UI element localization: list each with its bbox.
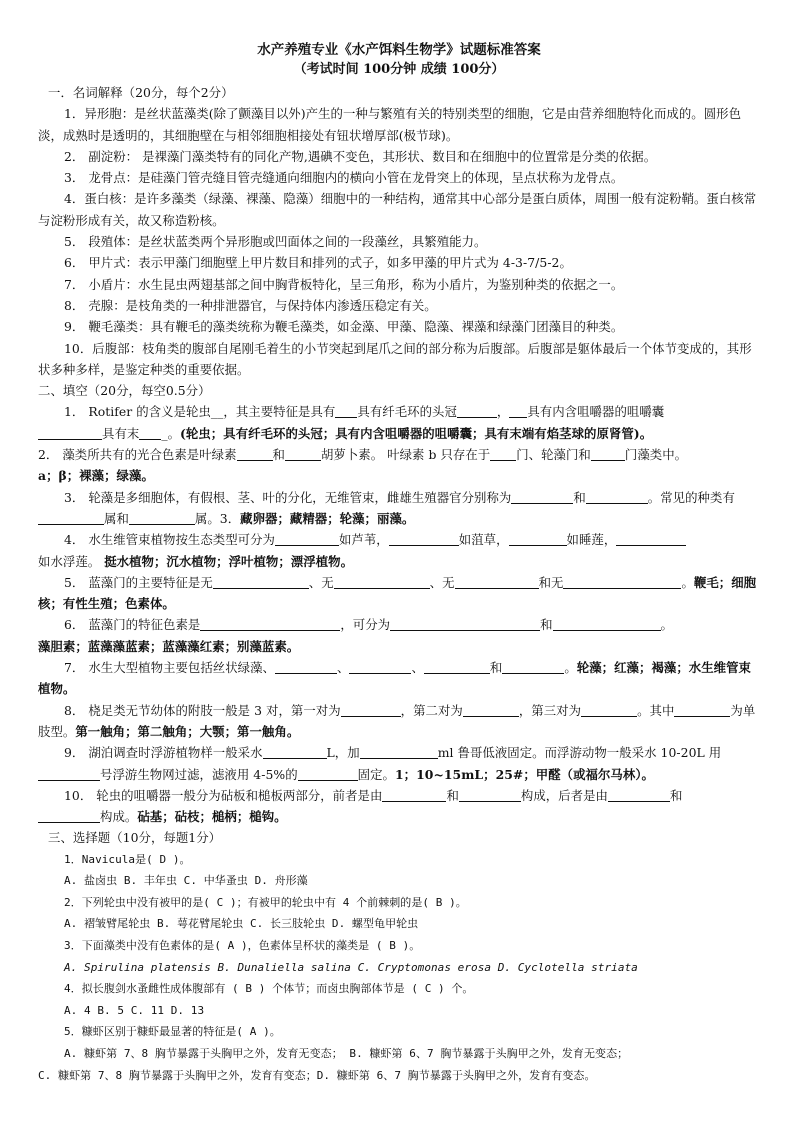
q8-blank: [463, 703, 519, 717]
q8-text-d: 。其中: [637, 702, 675, 718]
q5-blank: [455, 575, 539, 589]
q2-text-c: 胡萝卜素。 叶绿素 b 只存在于: [320, 447, 491, 463]
q2-text-e: 门藻类中。: [624, 447, 688, 463]
page-title: 水产养殖专业《水产饵料生物学》试题标准答案: [257, 42, 541, 58]
q7-blank: [275, 660, 337, 674]
q1-blank: [139, 426, 161, 440]
q3-blank: [586, 490, 648, 504]
q10-text-e: 构成。: [100, 809, 138, 825]
q3-text-b: 和: [573, 489, 586, 505]
q8-answer: 第一触角；第二触角；大颚；第一触角。: [75, 723, 300, 739]
q10-text-c: 构成，后者是由: [520, 787, 608, 803]
fill-question-6: [38, 614, 760, 657]
q6-text-a: 6． 蓝藻门的特征色素是: [64, 617, 201, 633]
q10-blank: [382, 788, 446, 802]
q7-blank: [502, 660, 564, 674]
q10-text-a: 10． 轮虫的咀嚼器一般分为砧板和槌板两部分，前者是由: [64, 787, 383, 803]
q5-text-d: 和无: [538, 574, 564, 590]
q8-blank: [674, 703, 730, 717]
q9-answer: 1；10~15mL；25#；甲醛（或福尔马林）。: [394, 766, 654, 782]
choice-question-5: 5．糠虾区别于糠虾最显著的特征是( A )。: [64, 1025, 281, 1039]
q7-text-e: 。: [564, 660, 577, 676]
q9-blank: [360, 745, 438, 759]
q7-text-c: 、: [411, 660, 424, 676]
q9-text-c: ml 鲁哥低液固定。而浮游动物一般采水 10-20L 用: [437, 745, 722, 761]
definition-6: 6． 甲片式：表示甲藻门细胞壁上甲片数目和排列的式子，如多甲藻的甲片式为 4-3-7/5-2。: [64, 255, 572, 271]
q9-text-e: 固定。: [357, 766, 395, 782]
q1-answer: (轮虫；具有纤毛环的头冠；具有内含咀嚼器的咀嚼囊；具有末端有焰茎球的原肾管)。: [180, 425, 653, 441]
q4-blank: [275, 532, 339, 546]
fill-question-4: [38, 529, 760, 572]
q3-text-d: 属和: [104, 510, 129, 526]
q5-blank: [563, 575, 681, 589]
q5-text-e: 。: [681, 574, 694, 590]
q1-text-c: ，: [496, 404, 510, 420]
q8-text-c: ，第三对为: [518, 702, 582, 718]
q10-blank: [459, 788, 521, 802]
q8-text-a: 8． 桡足类无节幼体的附肢一般是 3 对，第一对为: [64, 702, 341, 718]
q3-blank: [38, 511, 104, 525]
q4-answer: 挺水植物；沉水植物；浮叶植物；漂浮植物。: [104, 553, 354, 569]
q6-blank: [390, 617, 540, 631]
choice-options-2: A. 褶皱臂尾轮虫 B. 萼花臂尾轮虫 C. 长三肢轮虫 D. 螺型龟甲轮虫: [64, 917, 419, 931]
q3-text-a: 3． 轮藻是多细胞体，有假根、茎、叶的分化，无维管束，雌雄生殖器官分别称为: [64, 489, 512, 505]
definition-1: 1．异形胞：是丝状蓝藻类(除了颤藻目以外)产生的一种与繁殖有关的特别类型的细胞，它是由营养细胞特化而成的。圆形色淡，成熟时是透明的，其细胞壁在与相邻细胞相接处有钮状增厚部(极节球)。: [38, 106, 742, 143]
q2-blank: [237, 447, 273, 461]
q2-blank: [591, 447, 625, 461]
q10-answer: 砧基；砧枝；槌柄；槌钩。: [137, 809, 287, 825]
q8-text-b: ，第二对为: [400, 702, 463, 718]
q6-text-d: 。: [660, 617, 673, 633]
q3-blank: [129, 511, 195, 525]
q1-blank: [509, 404, 527, 418]
fill-question-2: [38, 444, 760, 487]
q4-blank: [509, 532, 567, 546]
q7-text-d: 和: [489, 660, 503, 676]
q1-blank: [457, 404, 497, 418]
q7-text-a: 7． 水生大型植物主要包括丝状绿藻、: [64, 660, 275, 676]
q5-blank: [213, 575, 309, 589]
q3-blank: [511, 490, 573, 504]
choice-options-1: A. 盐卤虫 B. 丰年虫 C. 中华蚤虫 D. 舟形藻: [64, 874, 308, 888]
q1-blank: [38, 426, 102, 440]
q1-text-b: 具有纤毛环的头冠: [357, 404, 457, 420]
fill-question-9: [38, 742, 760, 785]
q7-blank: [349, 660, 411, 674]
q1-text-d: 具有内含咀嚼器的咀嚼囊: [527, 404, 665, 420]
definition-10: 10．后腹部：枝角类的腹部自尾刚毛着生的小节突起到尾爪之间的部分称为后腹部。后腹部是躯体最后一个体节变成的，其形状多种多样，是鉴定种类的重要依据。: [38, 340, 752, 377]
q4-text-e: 如水浮莲。: [38, 553, 101, 569]
definition-5: 5． 段殖体：是丝状蓝类两个异形胞或凹面体之间的一段藻丝，具繁殖能力。: [64, 234, 487, 250]
q5-text-a: 5． 蓝藻门的主要特征是无: [64, 574, 213, 590]
q6-answer: 藻胆素；蓝藻藻蓝素；蓝藻藻红素；别藻蓝素。: [38, 638, 300, 654]
q1-text-e: 具有末: [102, 425, 140, 441]
q4-text-b: 如芦苇，: [338, 532, 389, 548]
definition-3: 3． 龙骨点：是硅藻门管壳缝目管壳缝通向细胞内的横向小管在龙骨突上的体现，呈点状称为龙骨点。: [64, 170, 624, 186]
q5-answer: 鞭毛；细胞核；有性生殖；色素体。: [38, 574, 757, 612]
q4-blank: [616, 532, 686, 546]
fill-question-5: [38, 572, 760, 615]
exam-answer-page: [38, 40, 760, 1086]
q9-text-b: L，加: [326, 745, 360, 761]
definition-2: 2． 副淀粉： 是裸藻门藻类特有的同化产物,遇碘不变色，其形状、数目和在细胞中的位置常是分类的依据。: [64, 148, 657, 164]
definition-8: 8． 壳腺：是枝角类的一种排泄器官，与保持体内渗透压稳定有关。: [64, 297, 437, 313]
fill-question-1: [38, 401, 760, 444]
q2-answer: a；β；裸藻；绿藻。: [38, 468, 154, 484]
q2-blank: [285, 447, 321, 461]
q8-text-e: 为单肢型。: [38, 702, 756, 739]
section1-heading: 一．名词解释（20分，每个2分）: [48, 85, 234, 100]
choice-options-5b: C. 糠虾第 7、8 胸节暴露于头胸甲之外，发育有变态；D. 糠虾第 6、7 胸节暴露于头胸甲之外，发育有变态。: [38, 1068, 596, 1082]
choice-question-2: 2．下列轮虫中没有被甲的是( C )；有被甲的轮虫中有 4 个前棘刺的是( B )。: [64, 895, 467, 909]
q1-text-f: _。: [161, 425, 181, 441]
q1-blank: [335, 404, 357, 418]
q7-blank: [424, 660, 490, 674]
q7-answer: 轮藻；红藻；褐藻；水生维管束植物。: [38, 660, 751, 697]
q6-text-c: 和: [540, 617, 553, 633]
choice-options-4: A. 4 B. 5 C. 11 D. 13: [64, 1003, 205, 1017]
q4-text-d: 如睡莲，: [566, 532, 617, 548]
choice-options-5a: A. 糠虾第 7、8 胸节暴露于头胸甲之外，发育无变态； B. 糠虾第 6、7 胸节暴露于头胸甲之外，发育无变态；: [64, 1047, 629, 1061]
fill-question-3: [38, 487, 760, 530]
q1-text-a: 1． Rotifer 的含义是轮虫__，其主要特征是具有: [64, 404, 336, 420]
q8-blank: [581, 703, 637, 717]
definition-4: 4．蛋白核：是许多藻类（绿藻、裸藻、隐藻）细胞中的一种结构，通常其中心部分是蛋白质体，周围一般有淀粉鞘。蛋白核常与淀粉形成有关，故又称造粉核。: [38, 191, 757, 228]
choice-question-3: 3．下面藻类中没有色素体的是( A )，色素体呈杯状的藻类是 ( B )。: [64, 939, 421, 953]
fill-question-7: [38, 657, 760, 700]
q4-blank: [389, 532, 459, 546]
q9-text-d: 号浮游生物网过滤，滤液用 4-5%的: [100, 766, 298, 782]
q9-blank: [298, 767, 358, 781]
q4-text-a: 4． 水生维管束植物按生态类型可分为: [64, 532, 275, 548]
q4-text-c: 如菹草，: [458, 532, 509, 548]
q7-text-b: 、: [336, 660, 350, 676]
fill-question-8: [38, 700, 760, 743]
q5-blank: [334, 575, 430, 589]
q2-text-a: 2． 藻类所共有的光合色素是叶绿素: [38, 447, 237, 463]
definition-7: 7． 小盾片：水生昆虫两翅基部之间中胸背板特化，呈三角形，称为小盾片，为鉴别种类的依据之一。: [64, 276, 624, 292]
q3-text-c: 。常见的种类有: [647, 489, 735, 505]
q9-blank: [263, 745, 327, 759]
choice-options-3: A. Spirulina platensis B. Dunaliella salina C. Cryptomonas erosa D. Cyclotella striata: [64, 960, 638, 974]
q10-text-d: 和: [669, 787, 683, 803]
q3-text-e: 属。3．: [194, 510, 241, 526]
choice-question-1: 1．Navicula是( D )。: [64, 852, 191, 866]
section3-heading: 三、选择题（10分，每题1分）: [48, 830, 222, 846]
section2-heading: 二、填空（20分，每空0.5分）: [38, 383, 211, 399]
q9-text-a: 9． 湖泊调查时浮游植物样一般采水: [64, 745, 263, 761]
q10-blank: [608, 788, 670, 802]
q6-blank: [200, 617, 340, 631]
definition-9: 9． 鞭毛藻类：具有鞭毛的藻类统称为鞭毛藻类，如金藻、甲藻、隐藻、裸藻和绿藻门团藻目的种类。: [64, 319, 624, 335]
q10-blank: [38, 809, 100, 823]
fill-question-10: [38, 785, 760, 828]
q8-blank: [341, 703, 401, 717]
q6-text-b: ，可分为: [340, 617, 391, 633]
q2-text-b: 和: [272, 447, 285, 463]
choice-question-4: 4．拟长腹剑水蚤雌性成体腹部有 ( B ) 个体节；而卤虫胸部体节是 ( C ) 个。: [64, 982, 474, 996]
q5-text-c: 、无: [429, 574, 455, 590]
q10-text-b: 和: [446, 787, 459, 803]
q5-text-b: 、无: [308, 574, 334, 590]
q6-blank: [553, 617, 661, 631]
page-subtitle: （考试时间 100分钟 成绩 100分）: [293, 62, 505, 77]
q9-blank: [38, 767, 100, 781]
q3-answer: 藏卵器；藏精器；轮藻；丽藻。: [240, 510, 415, 526]
q2-text-d: 门、轮藻门和: [516, 447, 591, 463]
q2-blank: [490, 447, 516, 461]
